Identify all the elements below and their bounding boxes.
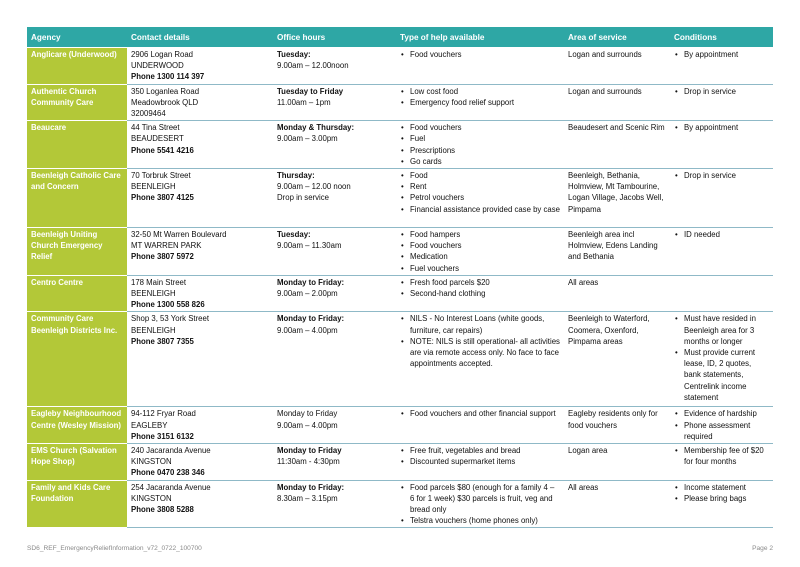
table-row [27,84,773,121]
conditions-list [674,229,769,240]
footer-document-id: SD6_REF_EmergencyReliefInformation_v72_0722_100700 [27,545,202,552]
contact-line: BEENLEIGH [131,289,176,299]
contact-cell [127,121,273,169]
contact-phone: Phone 5541 4216 [131,145,194,155]
contact-phone: Phone 3808 5288 [131,505,194,515]
table-row [27,480,773,528]
conditions-list [674,408,769,442]
contact-phone: Phone 3151 6132 [131,431,194,441]
table-row [27,407,773,444]
office-hours-cell [273,407,396,444]
contact-line: EAGLEBY [131,420,168,430]
contact-line: 254 Jacaranda Avenue [131,482,211,492]
area-of-service-cell: Logan and surrounds [564,84,670,121]
help-type-cell [396,169,564,228]
contact-phone: Phone 3807 4125 [131,193,194,203]
agency-cell: Beenleigh Uniting Church Emergency Relief [27,228,127,276]
help-type-list [400,86,560,108]
agency-cell: Anglicare (Underwood) [27,48,127,85]
help-type-item: • Low cost food [400,86,560,97]
office-hours-cell [273,121,396,169]
contact-line: 70 Torbruk Street [131,171,191,181]
contact-line: KINGSTON [131,493,172,503]
condition-item: • Must have resided in Beenleigh area for 3 months or longer [674,313,769,347]
office-hours-cell [273,169,396,228]
help-type-item: • Food hampers [400,229,560,240]
help-type-item: • Fuel [400,133,560,144]
office-hours-cell [273,480,396,528]
help-type-list [400,170,560,215]
office-hours-days: Tuesday to Friday [277,86,344,96]
office-hours-days: Monday to Friday: [277,277,345,287]
office-hours-cell [273,228,396,276]
contact-line: BEENLEIGH [131,325,176,335]
help-type-cell [396,480,564,528]
help-type-list [400,49,560,60]
help-type-item: • Fresh food parcels $20 [400,277,560,288]
conditions-list [674,445,769,467]
table-header-row [27,27,773,48]
conditions-list [674,49,769,60]
office-hours-line: 9.00am – 2.00pm [277,289,338,299]
help-type-item: • NOTE: NILS is still operational- all activities are via remote access only. No face to face appointments accepted. [400,336,560,370]
contact-cell [127,84,273,121]
agency-cell: Community Care Beenleigh Districts Inc. [27,312,127,407]
help-type-list [400,445,560,467]
contact-phone: Phone 3807 7355 [131,336,194,346]
condition-item: • Drop in service [674,86,769,97]
help-type-list [400,229,560,274]
conditions-cell [670,169,773,228]
help-type-cell [396,444,564,481]
agency-cell: EMS Church (Salvation Hope Shop) [27,444,127,481]
contact-cell [127,444,273,481]
help-type-list [400,482,560,527]
office-hours-line: Monday to Friday [277,409,338,419]
agency-cell: Family and Kids Care Foundation [27,480,127,528]
help-type-item: • Free fruit, vegetables and bread [400,445,560,456]
header-agency: Agency [27,27,127,48]
condition-item: • Membership fee of $20 for four months [674,445,769,467]
help-type-item: • Food [400,170,560,181]
contact-line: 32009464 [131,109,166,119]
contact-line: UNDERWOOD [131,61,184,71]
agency-cell: Eagleby Neighbourhood Centre (Wesley Mission) [27,407,127,444]
area-of-service-cell: Logan and surrounds [564,48,670,85]
conditions-list [674,86,769,97]
contact-phone: Phone 3807 5972 [131,252,194,262]
condition-item: • Must provide current lease, ID, 2 quotes, bank statements, Centrelink income statement [674,347,769,403]
office-hours-line: 8.30am – 3.15pm [277,493,338,503]
conditions-cell [670,48,773,85]
conditions-cell [670,228,773,276]
header-type-of-help: Type of help available [396,27,564,48]
help-type-item: • Food vouchers [400,49,560,60]
table-row [27,228,773,276]
office-hours-days: Monday to Friday: [277,482,345,492]
contact-line: 32-50 Mt Warren Boulevard [131,230,227,240]
help-type-item: • Financial assistance provided case by case [400,204,560,215]
agency-cell: Beenleigh Catholic Care and Concern [27,169,127,228]
page-footer [27,545,773,552]
help-type-item: • Fuel vouchers [400,263,560,274]
help-type-item: • Food vouchers [400,240,560,251]
table-row [27,48,773,85]
table-row [27,121,773,169]
contact-line: 178 Main Street [131,277,187,287]
conditions-cell [670,312,773,407]
conditions-cell [670,407,773,444]
agency-cell: Authentic Church Community Care [27,84,127,121]
contact-cell [127,48,273,85]
condition-item: • By appointment [674,49,769,60]
contact-line: Shop 3, 53 York Street [131,314,210,324]
agency-cell: Centro Centre [27,275,127,312]
area-of-service-cell: Beenleigh area incl Holmview, Edens Landing and Bethania [564,228,670,276]
contact-line: 350 Loganlea Road [131,86,200,96]
contact-line: 44 Tina Street [131,123,180,133]
office-hours-cell [273,444,396,481]
office-hours-cell [273,312,396,407]
contact-phone: Phone 1300 558 826 [131,300,205,310]
table-row [27,169,773,228]
conditions-cell [670,84,773,121]
contact-cell [127,275,273,312]
area-of-service-cell: All areas [564,275,670,312]
office-hours-line: Drop in service [277,193,329,203]
help-type-item: • Food parcels $80 (enough for a family 4 – 6 for 1 week) $30 parcels is fruit, veg and bread only [400,482,560,516]
condition-item: • Please bring bags [674,493,769,504]
help-type-item: • Rent [400,181,560,192]
area-of-service-cell: Beenleigh to Waterford, Coomera, Oxenford, Pimpama areas [564,312,670,407]
help-type-item: • Second-hand clothing [400,288,560,299]
help-type-item: • Go cards [400,156,560,167]
contact-cell [127,480,273,528]
help-type-cell [396,121,564,169]
help-type-cell [396,407,564,444]
area-of-service-cell: Beenleigh, Bethania, Holmview, Mt Tambourine, Logan Village, Jacobs Well, Pimpama [564,169,670,228]
help-type-item: • Medication [400,251,560,262]
area-of-service-cell: Eagleby residents only for food vouchers [564,407,670,444]
help-type-item: • Prescriptions [400,145,560,156]
help-type-list [400,408,560,419]
footer-page-number: Page 2 [752,545,773,552]
office-hours-days: Monday to Friday: [277,314,345,324]
contact-line: 94-112 Fryar Road [131,409,196,419]
document-page [27,27,773,528]
table-row [27,444,773,481]
condition-item: • ID needed [674,229,769,240]
condition-item: • By appointment [674,122,769,133]
help-type-cell [396,275,564,312]
conditions-list [674,170,769,181]
conditions-cell [670,275,773,312]
area-of-service-cell: Beaudesert and Scenic Rim [564,121,670,169]
help-type-cell [396,48,564,85]
help-type-item: • Petrol vouchers [400,192,560,203]
condition-item: • Drop in service [674,170,769,181]
office-hours-days: Tuesday: [277,230,311,240]
contact-line: BEENLEIGH [131,182,176,192]
contact-cell [127,169,273,228]
conditions-list [674,313,769,403]
contact-line: BEAUDESERT [131,134,184,144]
table-row [27,312,773,407]
header-conditions: Conditions [670,27,773,48]
office-hours-days: Monday & Thursday: [277,123,355,133]
contact-phone: Phone 0470 238 346 [131,468,205,478]
help-type-list [400,122,560,167]
contact-line: KINGSTON [131,457,172,467]
help-type-item: • Emergency food relief support [400,97,560,108]
contact-line: Meadowbrook QLD [131,97,199,107]
contact-phone: Phone 1300 114 397 [131,72,205,82]
office-hours-cell [273,275,396,312]
table-body [27,48,773,528]
office-hours-line: 11.00am – 1pm [277,97,331,107]
office-hours-line: 9.00am – 4.00pm [277,325,338,335]
help-type-item: • NILS - No Interest Loans (white goods, furniture, car repairs) [400,313,560,335]
emergency-relief-table [27,27,773,528]
office-hours-line: 9.00am – 3.00pm [277,134,338,144]
office-hours-line: 9.00am – 12.00 noon [277,182,351,192]
table-row [27,275,773,312]
office-hours-days: Monday to Friday [277,446,342,456]
office-hours-line: 11:30am - 4:30pm [277,457,340,467]
help-type-cell [396,312,564,407]
help-type-item: • Food vouchers and other financial support [400,408,560,419]
area-of-service-cell: All areas [564,480,670,528]
help-type-cell [396,84,564,121]
condition-item: • Evidence of hardship [674,408,769,419]
conditions-list [674,482,769,504]
contact-cell [127,228,273,276]
header-contact-details: Contact details [127,27,273,48]
office-hours-line: 9.00am – 11.30am [277,241,342,251]
conditions-cell [670,444,773,481]
help-type-list [400,277,560,299]
conditions-list [674,122,769,133]
help-type-cell [396,228,564,276]
help-type-list [400,313,560,369]
agency-cell: Beaucare [27,121,127,169]
office-hours-line: 9.00am – 4.00pm [277,420,338,430]
help-type-item: • Discounted supermarket items [400,456,560,467]
header-area-of-service: Area of service [564,27,670,48]
conditions-cell [670,480,773,528]
office-hours-cell [273,84,396,121]
help-type-item: • Telstra vouchers (home phones only) [400,515,560,526]
area-of-service-cell: Logan area [564,444,670,481]
office-hours-days: Thursday: [277,171,315,181]
contact-line: 240 Jacaranda Avenue [131,446,211,456]
contact-cell [127,407,273,444]
conditions-cell [670,121,773,169]
help-type-item: • Food vouchers [400,122,560,133]
contact-line: MT WARREN PARK [131,241,202,251]
header-office-hours: Office hours [273,27,396,48]
contact-cell [127,312,273,407]
office-hours-days: Tuesday: [277,50,311,59]
office-hours-cell [273,48,396,85]
condition-item: • Phone assessment required [674,420,769,442]
contact-line: 2906 Logan Road [131,50,193,59]
office-hours-line: 9.00am – 12.00noon [277,61,349,71]
condition-item: • Income statement [674,482,769,493]
